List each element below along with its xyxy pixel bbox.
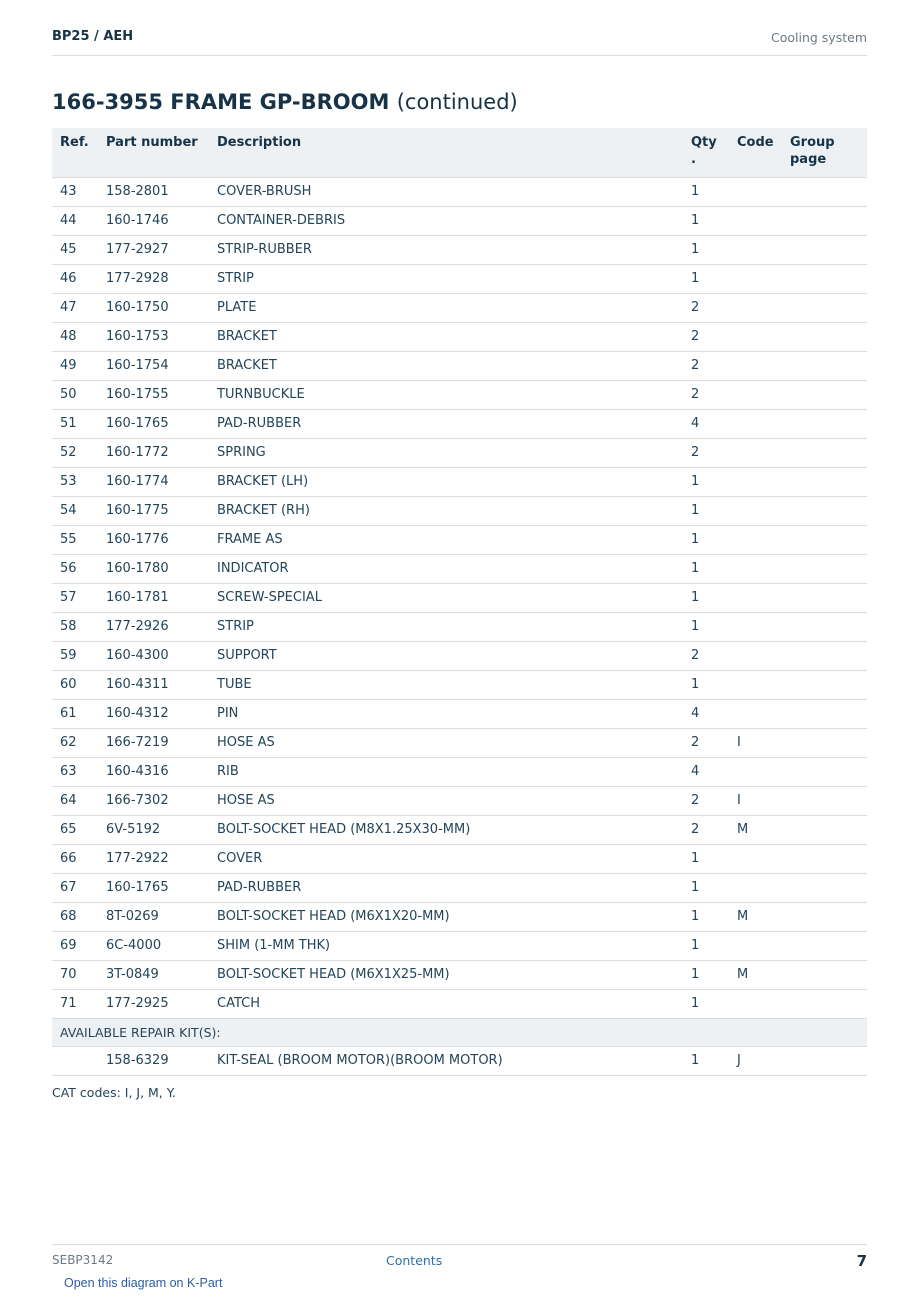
table-row: [52, 902, 867, 931]
cell-ref: 63: [52, 757, 98, 786]
cell-code: J: [729, 1046, 782, 1075]
table-row: [52, 206, 867, 235]
cell-part-number: 6C-4000: [98, 931, 209, 960]
cell-code: M: [729, 815, 782, 844]
cell-part-number: 160-1750: [98, 293, 209, 322]
cell-code: [729, 612, 782, 641]
cell-group-page: [782, 873, 867, 902]
cell-ref: 70: [52, 960, 98, 989]
cell-code: M: [729, 902, 782, 931]
cell-qty: 2: [683, 438, 729, 467]
cell-ref: 44: [52, 206, 98, 235]
cell-qty: 1: [683, 902, 729, 931]
cell-group-page: [782, 902, 867, 931]
cell-part-number: 160-1754: [98, 351, 209, 380]
cell-ref: 71: [52, 989, 98, 1018]
cell-ref: 46: [52, 264, 98, 293]
cell-group-page: [782, 293, 867, 322]
cell-part-number: 160-1755: [98, 380, 209, 409]
cell-part-number: 6V-5192: [98, 815, 209, 844]
cell-part-number: 160-1774: [98, 467, 209, 496]
cell-description: COVER: [209, 844, 683, 873]
cell-description: PLATE: [209, 293, 683, 322]
cell-part-number: 8T-0269: [98, 902, 209, 931]
col-group-page: [782, 128, 867, 177]
cell-part-number: 177-2926: [98, 612, 209, 641]
cell-code: [729, 409, 782, 438]
cell-group-page: [782, 409, 867, 438]
cell-ref: 47: [52, 293, 98, 322]
cell-qty: 1: [683, 612, 729, 641]
cell-description: BRACKET: [209, 322, 683, 351]
cell-group-page: [782, 960, 867, 989]
cell-group-page: [782, 786, 867, 815]
cell-group-page: [782, 206, 867, 235]
cell-part-number: 177-2927: [98, 235, 209, 264]
cell-ref: 55: [52, 525, 98, 554]
table-row: [52, 815, 867, 844]
cell-qty: 1: [683, 467, 729, 496]
cell-ref: 61: [52, 699, 98, 728]
cat-codes-note: CAT codes: I, J, M, Y.: [52, 1085, 176, 1100]
table-row: [52, 177, 867, 206]
cell-group-page: [782, 844, 867, 873]
table-row: [52, 989, 867, 1018]
cell-ref: 67: [52, 873, 98, 902]
cell-part-number: 160-1765: [98, 409, 209, 438]
cell-description: FRAME AS: [209, 525, 683, 554]
cell-description: BRACKET (LH): [209, 467, 683, 496]
cell-code: I: [729, 786, 782, 815]
cell-description: RIB: [209, 757, 683, 786]
cell-group-page: [782, 728, 867, 757]
cell-qty: 2: [683, 351, 729, 380]
cell-description: SHIM (1-MM THK): [209, 931, 683, 960]
cell-qty: 1: [683, 844, 729, 873]
table-row: [52, 757, 867, 786]
document-id: SEBP3142: [52, 1253, 114, 1267]
cell-code: [729, 525, 782, 554]
cell-qty: 1: [683, 583, 729, 612]
cell-qty: 1: [683, 525, 729, 554]
cell-code: [729, 351, 782, 380]
cell-description: STRIP-RUBBER: [209, 235, 683, 264]
cell-part-number: 158-6329: [98, 1046, 209, 1075]
parts-body: [52, 177, 867, 1075]
cell-ref: 60: [52, 670, 98, 699]
cell-part-number: 158-2801: [98, 177, 209, 206]
cell-qty: 1: [683, 177, 729, 206]
cell-qty: 1: [683, 235, 729, 264]
cell-description: KIT-SEAL (BROOM MOTOR)(BROOM MOTOR): [209, 1046, 683, 1075]
cell-group-page: [782, 322, 867, 351]
cell-group-page: [782, 989, 867, 1018]
cell-group-page: [782, 177, 867, 206]
cell-qty: 4: [683, 699, 729, 728]
cell-part-number: 177-2925: [98, 989, 209, 1018]
cell-qty: 2: [683, 322, 729, 351]
section-label: Cooling system: [771, 30, 867, 45]
col-group-line2: page: [790, 152, 827, 167]
cell-code: [729, 177, 782, 206]
cell-ref: 56: [52, 554, 98, 583]
cell-part-number: 160-1772: [98, 438, 209, 467]
cell-group-page: [782, 612, 867, 641]
col-description: Description: [209, 128, 683, 177]
cell-group-page: [782, 815, 867, 844]
cell-description: PAD-RUBBER: [209, 409, 683, 438]
cell-part-number: 160-1780: [98, 554, 209, 583]
cell-part-number: 160-4300: [98, 641, 209, 670]
cell-ref: 53: [52, 467, 98, 496]
parts-table: [52, 128, 867, 1076]
cell-description: TUBE: [209, 670, 683, 699]
cell-ref: 52: [52, 438, 98, 467]
cell-description: BOLT-SOCKET HEAD (M6X1X25-MM): [209, 960, 683, 989]
cell-qty: 2: [683, 380, 729, 409]
cell-ref: 59: [52, 641, 98, 670]
cell-ref: 66: [52, 844, 98, 873]
cell-code: [729, 264, 782, 293]
cell-qty: 1: [683, 989, 729, 1018]
cell-ref: 68: [52, 902, 98, 931]
cell-part-number: 166-7302: [98, 786, 209, 815]
cell-qty: 1: [683, 1046, 729, 1075]
cell-part-number: 160-1746: [98, 206, 209, 235]
cell-code: [729, 235, 782, 264]
cell-group-page: [782, 931, 867, 960]
cell-part-number: 160-1781: [98, 583, 209, 612]
cell-group-page: [782, 496, 867, 525]
table-row: [52, 322, 867, 351]
cell-ref: 49: [52, 351, 98, 380]
table-row: [52, 467, 867, 496]
cell-qty: 1: [683, 873, 729, 902]
cell-ref: 62: [52, 728, 98, 757]
table-row: [52, 641, 867, 670]
cell-description: BOLT-SOCKET HEAD (M6X1X20-MM): [209, 902, 683, 931]
cell-description: PIN: [209, 699, 683, 728]
col-qty-line2: .: [691, 152, 696, 167]
cell-qty: 2: [683, 641, 729, 670]
table-row: [52, 670, 867, 699]
cell-qty: 2: [683, 728, 729, 757]
cell-group-page: [782, 467, 867, 496]
table-row: [52, 844, 867, 873]
cell-description: BRACKET (RH): [209, 496, 683, 525]
cell-description: STRIP: [209, 264, 683, 293]
cell-qty: 1: [683, 206, 729, 235]
cell-description: HOSE AS: [209, 728, 683, 757]
col-group-line1: Group: [790, 135, 835, 150]
cell-ref: 69: [52, 931, 98, 960]
cell-code: [729, 757, 782, 786]
cell-part-number: 160-4316: [98, 757, 209, 786]
table-row: [52, 612, 867, 641]
cell-group-page: [782, 554, 867, 583]
table-row: [52, 380, 867, 409]
cell-group-page: [782, 757, 867, 786]
cell-code: [729, 380, 782, 409]
cell-part-number: 177-2928: [98, 264, 209, 293]
cell-part-number: 160-1775: [98, 496, 209, 525]
table-row: [52, 438, 867, 467]
cell-group-page: [782, 525, 867, 554]
cell-description: HOSE AS: [209, 786, 683, 815]
kpart-diagram-link[interactable]: Open this diagram on K-Part: [64, 1276, 223, 1290]
table-row: [52, 728, 867, 757]
cell-qty: 1: [683, 554, 729, 583]
cell-part-number: 166-7219: [98, 728, 209, 757]
cell-group-page: [782, 351, 867, 380]
col-part-number: Part number: [98, 128, 209, 177]
cell-qty: 1: [683, 264, 729, 293]
cell-ref: 54: [52, 496, 98, 525]
cell-code: [729, 931, 782, 960]
page-header: [52, 29, 867, 56]
cell-description: BOLT-SOCKET HEAD (M8X1.25X30-MM): [209, 815, 683, 844]
cell-code: [729, 670, 782, 699]
cell-qty: 1: [683, 670, 729, 699]
cell-part-number: 160-1765: [98, 873, 209, 902]
cell-code: [729, 699, 782, 728]
cell-qty: 2: [683, 293, 729, 322]
cell-qty: 4: [683, 757, 729, 786]
table-row: [52, 264, 867, 293]
repair-kit-header: AVAILABLE REPAIR KIT(S):: [52, 1018, 867, 1046]
cell-code: [729, 844, 782, 873]
cell-ref: 45: [52, 235, 98, 264]
cell-code: [729, 873, 782, 902]
cell-ref: 48: [52, 322, 98, 351]
cell-qty: 1: [683, 931, 729, 960]
title-assembly: 166-3955 FRAME GP-BROOM: [52, 90, 390, 114]
table-row: [52, 960, 867, 989]
page-number: 7: [856, 1252, 867, 1270]
cell-ref: 50: [52, 380, 98, 409]
cell-part-number: 160-4312: [98, 699, 209, 728]
repair-kit-row: [52, 1046, 867, 1075]
cell-description: TURNBUCKLE: [209, 380, 683, 409]
repair-kit-header-row: [52, 1018, 867, 1046]
col-qty: [683, 128, 729, 177]
cell-ref: 57: [52, 583, 98, 612]
cell-part-number: 177-2922: [98, 844, 209, 873]
cell-code: M: [729, 960, 782, 989]
table-header-row: [52, 128, 867, 177]
cell-group-page: [782, 380, 867, 409]
table-row: [52, 293, 867, 322]
cell-description: STRIP: [209, 612, 683, 641]
cell-description: PAD-RUBBER: [209, 873, 683, 902]
cell-ref: 43: [52, 177, 98, 206]
cell-group-page: [782, 670, 867, 699]
table-row: [52, 786, 867, 815]
table-row: [52, 583, 867, 612]
cell-qty: 2: [683, 815, 729, 844]
table-row: [52, 496, 867, 525]
cell-description: SCREW-SPECIAL: [209, 583, 683, 612]
table-row: [52, 699, 867, 728]
table-row: [52, 873, 867, 902]
table-row: [52, 235, 867, 264]
cell-code: [729, 583, 782, 612]
cell-code: [729, 496, 782, 525]
cell-code: [729, 989, 782, 1018]
table-row: [52, 409, 867, 438]
cell-code: I: [729, 728, 782, 757]
cell-code: [729, 293, 782, 322]
cell-description: SUPPORT: [209, 641, 683, 670]
page-footer: [52, 1244, 867, 1270]
cell-group-page: [782, 1046, 867, 1075]
cell-ref: 58: [52, 612, 98, 641]
col-qty-line1: Qty: [691, 135, 717, 150]
cell-group-page: [782, 438, 867, 467]
contents-link[interactable]: Contents: [386, 1253, 443, 1268]
cell-qty: 2: [683, 786, 729, 815]
cell-ref: [52, 1046, 98, 1075]
cell-description: COVER-BRUSH: [209, 177, 683, 206]
page-title: [52, 90, 518, 114]
col-code: Code: [729, 128, 782, 177]
cell-group-page: [782, 699, 867, 728]
cell-description: CATCH: [209, 989, 683, 1018]
cell-code: [729, 641, 782, 670]
cell-part-number: 160-1776: [98, 525, 209, 554]
title-continued: (continued): [396, 90, 518, 114]
cell-qty: 4: [683, 409, 729, 438]
cell-code: [729, 322, 782, 351]
cell-part-number: 160-1753: [98, 322, 209, 351]
cell-ref: 64: [52, 786, 98, 815]
table-row: [52, 351, 867, 380]
cell-group-page: [782, 641, 867, 670]
cell-description: INDICATOR: [209, 554, 683, 583]
cell-group-page: [782, 583, 867, 612]
cell-description: BRACKET: [209, 351, 683, 380]
cell-group-page: [782, 264, 867, 293]
cell-code: [729, 438, 782, 467]
cell-ref: 65: [52, 815, 98, 844]
cell-description: CONTAINER-DEBRIS: [209, 206, 683, 235]
cell-qty: 1: [683, 960, 729, 989]
table-row: [52, 931, 867, 960]
cell-code: [729, 554, 782, 583]
cell-group-page: [782, 235, 867, 264]
cell-part-number: 160-4311: [98, 670, 209, 699]
cell-qty: 1: [683, 496, 729, 525]
cell-part-number: 3T-0849: [98, 960, 209, 989]
cell-ref: 51: [52, 409, 98, 438]
table-row: [52, 525, 867, 554]
cell-code: [729, 206, 782, 235]
col-ref: Ref.: [52, 128, 98, 177]
cell-description: SPRING: [209, 438, 683, 467]
model-label: BP25 / AEH: [52, 29, 134, 44]
cell-code: [729, 467, 782, 496]
table-row: [52, 554, 867, 583]
